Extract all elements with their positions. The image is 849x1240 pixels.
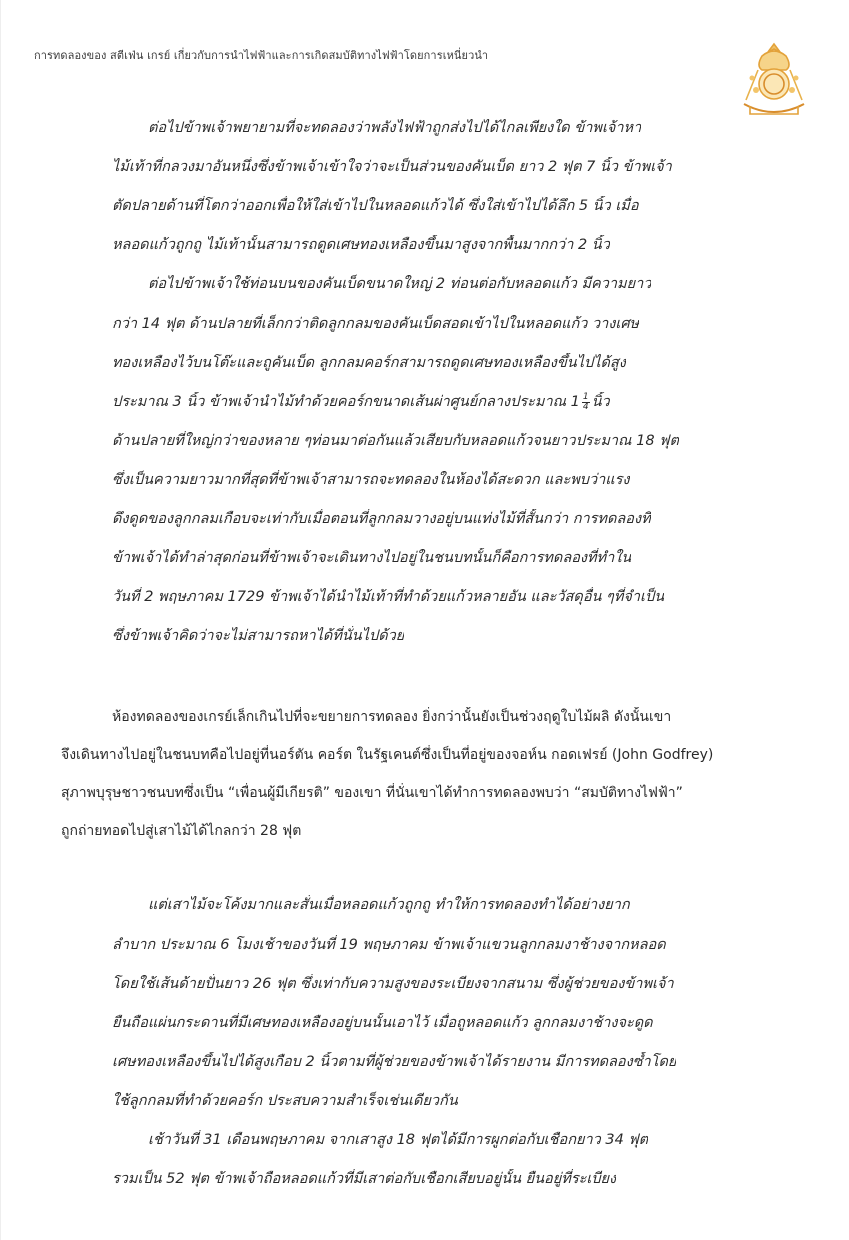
text-line: สุภาพบุรุษชาวชนบทซึ่งเป็น “เพื่อนผู้มีเกียรติ” ของเขา ที่นั่นเขาได้ทำการทดลองพบว่า “สมบัติทางไฟฟ้า”: [61, 785, 683, 801]
text-line: ตัดปลายด้านที่โตกว่าออกเพื่อให้ใส่เข้าไปในหลอดแก้วได้ ซึ่งใส่เข้าไปได้ลึก 5 นิ้ว เมื่อ: [112, 198, 639, 214]
text-line: จึงเดินทางไปอยู่ในชนบทคือไปอยู่ที่นอร์ตัน คอร์ต ในรัฐเคนต์ซึ่งเป็นที่อยู่ของจอห์น กอดเฟรย์ (John Godfrey): [61, 747, 714, 763]
text-line: แต่เสาไม้จะโค้งมากและสั่นเมื่อหลอดแก้วถูกถู ทำให้การทดลองทำได้อย่างยาก: [148, 897, 630, 913]
running-header: การทดลองของ สตีเฟ่น เกรย์ เกี่ยวกับการนำไฟฟ้าและการเกิดสมบัติทางไฟฟ้าโดยการเหนี่ยวนำ: [34, 49, 489, 62]
fraction: [582, 393, 590, 412]
text-line: วันที่ 2 พฤษภาคม 1729 ข้าพเจ้าได้นำไม้เท้าที่ทำด้วยแก้วหลายอัน และวัสดุอื่น ๆที่จำเป็น: [112, 589, 665, 605]
text-line: ต่อไปข้าพเจ้าพยายามที่จะทดลองว่าพลังไฟฟ้าถูกส่งไปได้ไกลเพียงใด ข้าพเจ้าหา: [148, 120, 642, 136]
text-line: ซึ่งข้าพเจ้าคิดว่าจะไม่สามารถหาได้ที่นั่นไปด้วย: [112, 628, 405, 644]
text-line: ถูกถ่ายทอดไปสู่เสาไม้ได้ไกลกว่า 28 ฟุต: [61, 823, 302, 839]
text-line: กว่า 14 ฟุต ด้านปลายที่เล็กกว่าติดลูกกลมของคันเบ็ดสอดเข้าไปในหลอดแก้ว วางเศษ: [112, 316, 640, 332]
text-line: หลอดแก้วถูกถู ไม้เท้านั้นสามารถดูดเศษทองเหลืองขึ้นมาสูงจากพื้นมากกว่า 2 นิ้ว: [112, 237, 610, 253]
text-line: ใช้ลูกกลมที่ทำด้วยคอร์ก ประสบความสำเร็จเช่นเดียวกัน: [112, 1093, 458, 1109]
text-line: เศษทองเหลืองขึ้นไปได้สูงเกือบ 2 นิ้วตามที่ผู้ช่วยของข้าพเจ้าได้รายงาน มีการทดลองซ้ำโดย: [112, 1054, 677, 1070]
text-line: ห้องทดลองของเกรย์เล็กเกินไปที่จะขยายการทดลอง ยิ่งกว่านั้นยังเป็นช่วงฤดูใบไม้ผลิ ดังนั้นเขา: [112, 709, 672, 725]
text-segment: ประมาณ 3 นิ้ว ข้าพเจ้านำไม้ทำด้วยคอร์กขนาดเส้นผ่าศูนย์กลางประมาณ: [112, 394, 567, 410]
text-line: ทองเหลืองไว้บนโต๊ะและถูคันเบ็ด ลูกกลมคอร์กสามารถดูดเศษทองเหลืองขึ้นไปได้สูง: [112, 355, 626, 371]
text-line: ดึงดูดของลูกกลมเกือบจะเท่ากับเมื่อตอนที่ลูกกลมวางอยู่บนแท่งไม้ที่สั้นกว่า การทดลองที่: [112, 511, 651, 527]
text-line: ข้าพเจ้าได้ทำล่าสุดก่อนที่ข้าพเจ้าจะเดินทางไปอยู่ในชนบทนั้นก็คือการทดลองที่ทำใน: [112, 550, 632, 566]
text-line: ซึ่งเป็นความยาวมากที่สุดที่ข้าพเจ้าสามารถจะทดลองในห้องได้สะดวก และพบว่าแรง: [112, 472, 630, 488]
fraction-numerator: 1: [582, 392, 589, 402]
text-line: ยืนถือแผ่นกระดานที่มีเศษทองเหลืองอยู่บนนั้นเอาไว้ เมื่อถูหลอดแก้ว ลูกกลมงาช้างจะดูด: [112, 1015, 653, 1031]
text-line: รวมเป็น 52 ฟุต ข้าพเจ้าถือหลอดแก้วที่มีเสาต่อกับเชือกเสียบอยู่นั้น ยืนอยู่ที่ระเบียง: [112, 1171, 617, 1187]
text-line: เช้าวันที่ 31 เดือนพฤษภาคม จากเสาสูง 18 ฟุตได้มีการผูกต่อกับเชือกยาว 34 ฟุต: [148, 1132, 649, 1148]
text-line: ลำบาก ประมาณ 6 โมงเช้าของวันที่ 19 พฤษภาคม ข้าพเจ้าแขวนลูกกลมงาช้างจากหลอด: [112, 937, 666, 953]
royal-seal-icon: [736, 40, 812, 120]
text-line: โดยใช้เส้นด้ายปั่นยาว 26 ฟุต ซึ่งเท่ากับความสูงของระเบียงจากสนาม ซึ่งผู้ช่วยของข้าพเจ้า: [112, 976, 674, 992]
text-line-with-fraction: [112, 392, 610, 412]
fraction-unit: นิ้ว: [591, 394, 610, 410]
fraction-denominator: 4: [582, 401, 589, 412]
text-line: ไม้เท้าที่กลวงมาอันหนึ่งซึ่งข้าพเจ้าเข้าใจว่าจะเป็นส่วนของคันเบ็ด ยาว 2 ฟุต 7 นิ้ว ข้าพเจ้า: [112, 159, 672, 175]
text-line: ต่อไปข้าพเจ้าใช้ท่อนบนของคันเบ็ดขนาดใหญ่ 2 ท่อนต่อกับหลอดแก้ว มีความยาว: [148, 276, 652, 292]
fraction-whole: 1: [570, 394, 580, 410]
text-line: ด้านปลายที่ใหญ่กว่าของหลาย ๆท่อนมาต่อกันแล้วเสียบกับหลอดแก้วจนยาวประมาณ 18 ฟุต: [112, 433, 679, 449]
